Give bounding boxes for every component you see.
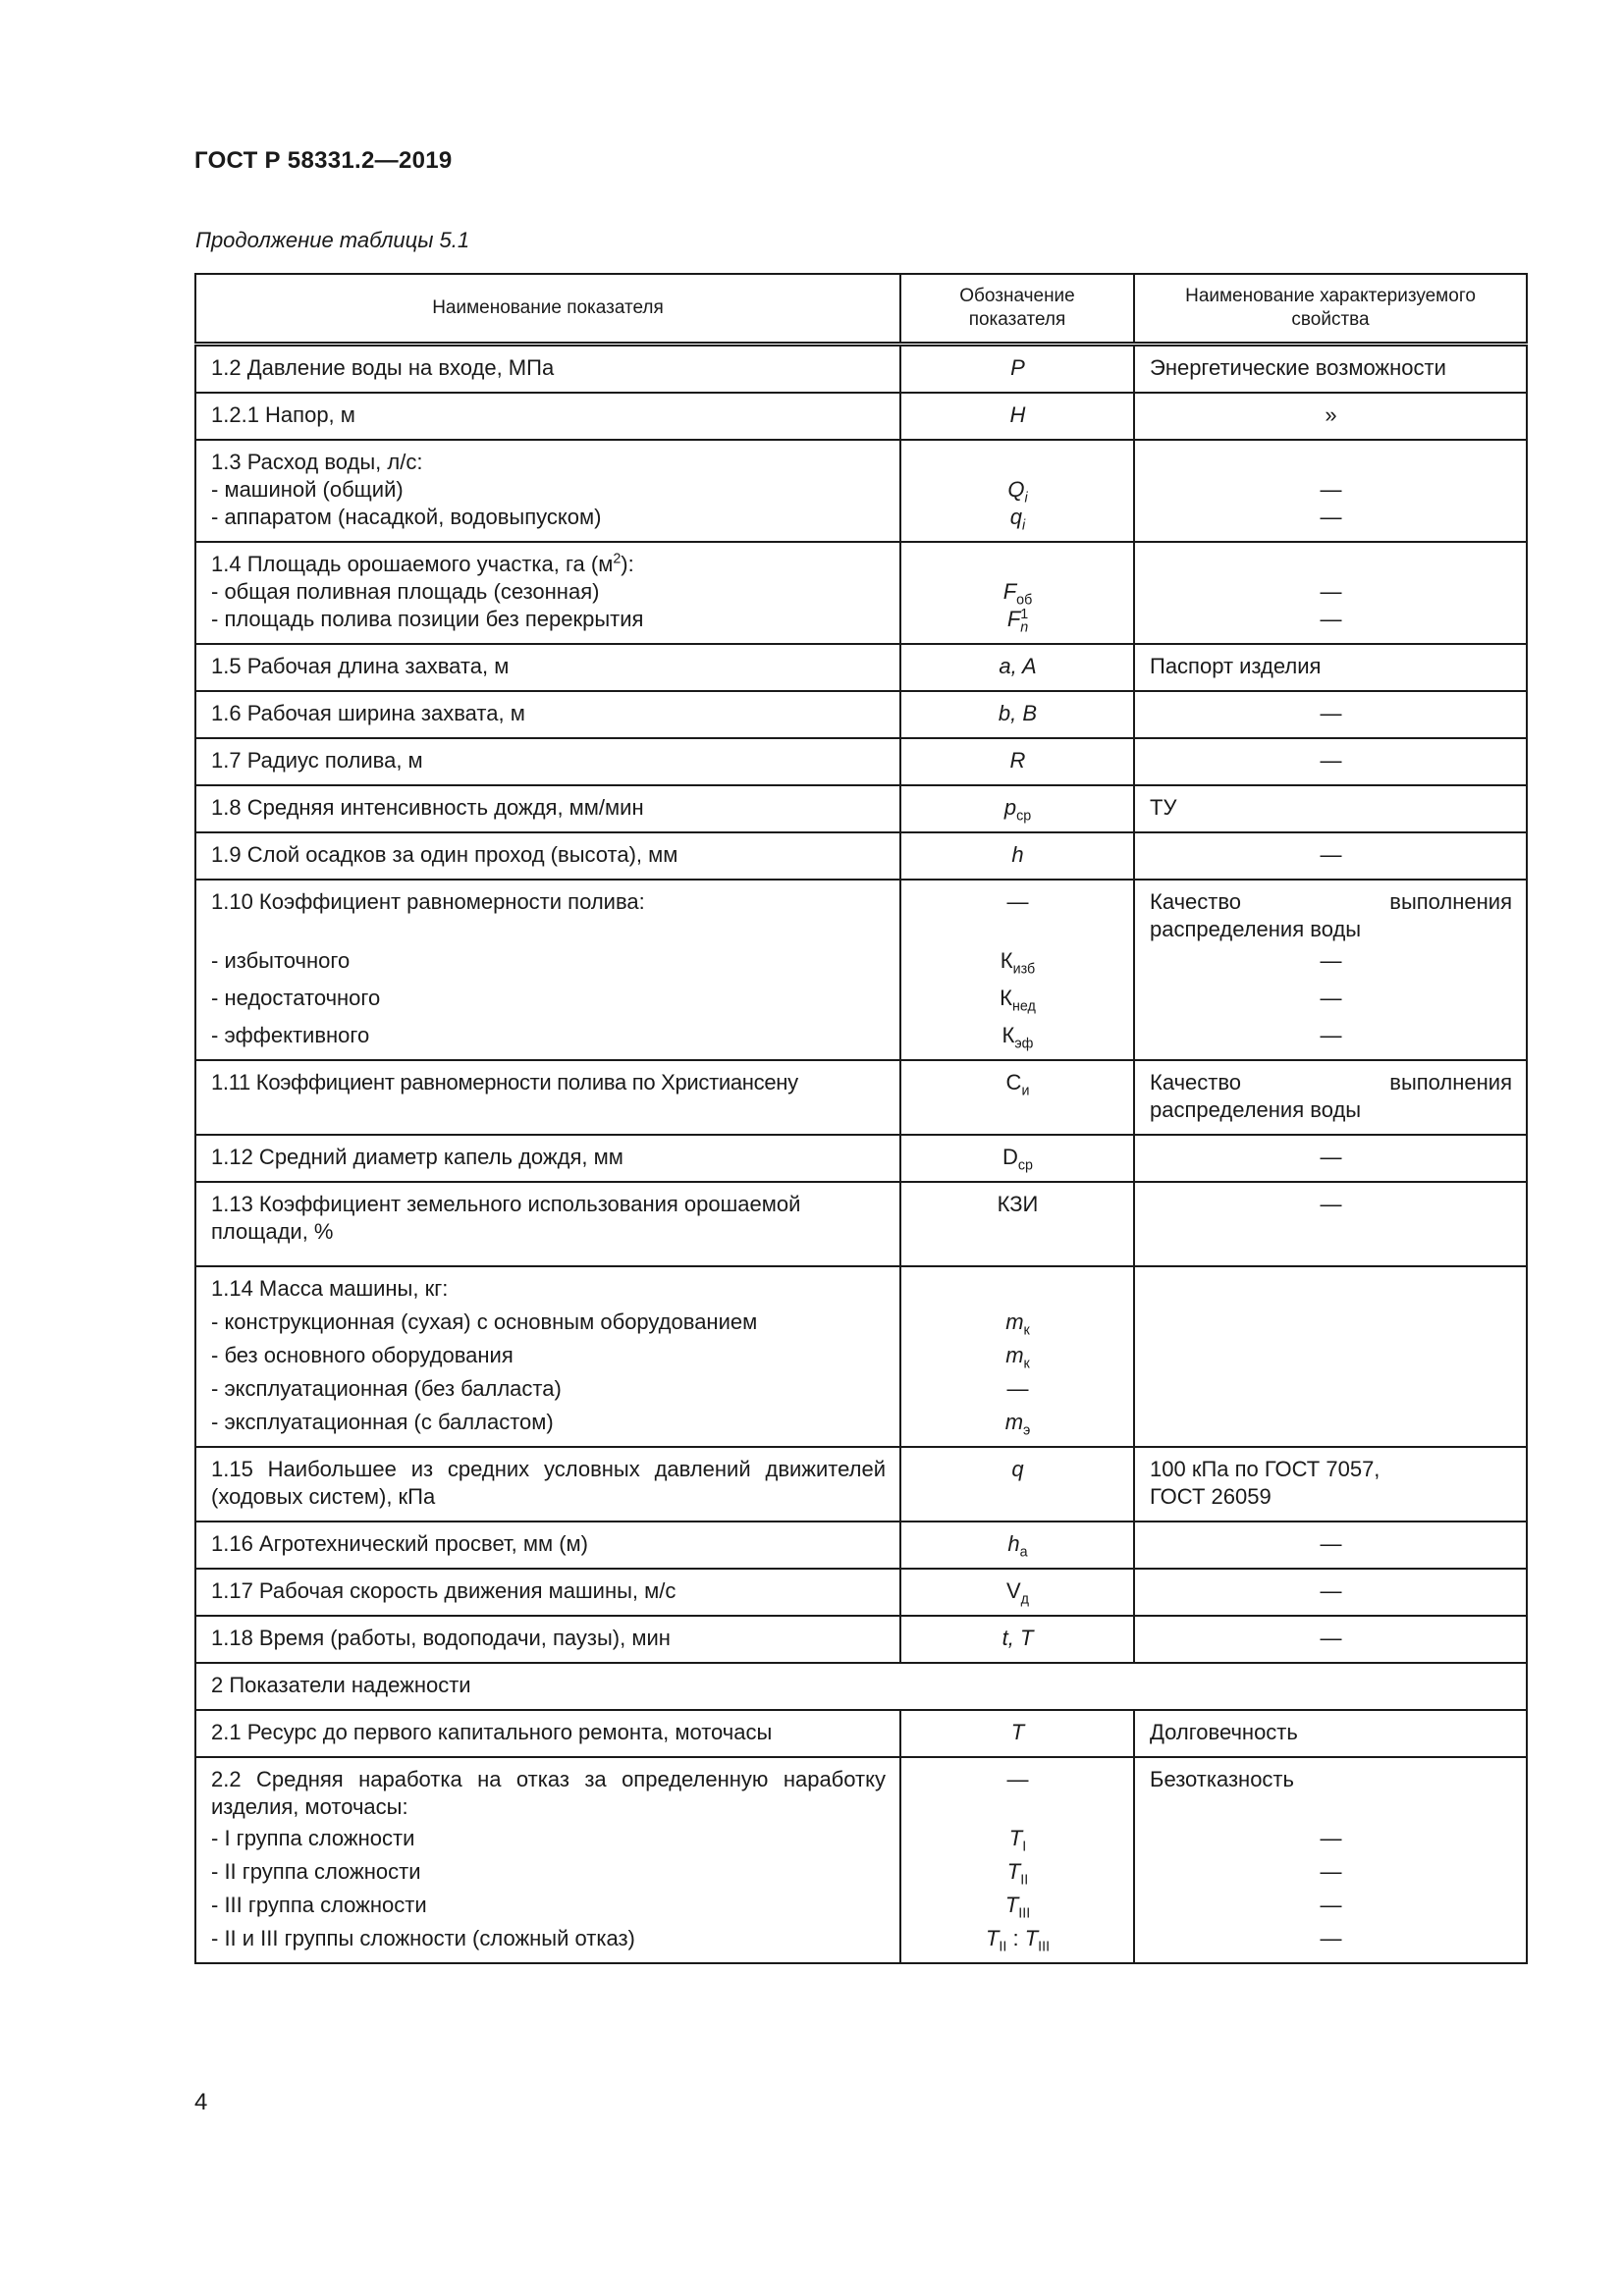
indicator-property: Безотказность — — — — [1134, 1757, 1527, 1963]
indicator-symbol: $F_{об}$ $F_n^1$ [900, 542, 1134, 644]
indicator-symbol: КЗИ [900, 1182, 1134, 1266]
indicator-name: 1.2 Давление воды на входе, МПа [195, 345, 900, 394]
indicator-name: 1.4 Площадь орошаемого участка, га $(м^2)$: - общая поливная площадь (сезонная) - площадь полива позиции без перекрытия [195, 542, 900, 644]
indicator-property: — [1134, 1522, 1527, 1569]
indicator-property: — [1134, 1616, 1527, 1663]
indicator-name: 1.11 Коэффициент равномерности полива по Христиансену [195, 1060, 900, 1135]
indicator-symbol: t, T [900, 1616, 1134, 1663]
indicator-property: — [1134, 738, 1527, 785]
indicator-property: 100 кПа по ГОСТ 7057, ГОСТ 26059 [1134, 1447, 1527, 1522]
table-row [195, 1569, 1527, 1616]
indicator-name: 1.9 Слой осадков за один проход (высота), мм [195, 832, 900, 880]
indicator-symbol: h [900, 832, 1134, 880]
indicator-symbol: a, A [900, 644, 1134, 691]
indicator-name: 2.2 Средняя наработка на отказ за определенную наработку изделия, моточасы: - I группа сложности - II группа сложности - III группа сложности - II и III группы сложности (сложный отказ) [195, 1757, 900, 1963]
indicator-name: 1.7 Радиус полива, м [195, 738, 900, 785]
indicator-name: 1.3 Расход воды, л/с: - машиной (общий) - аппаратом (насадкой, водовыпуском) [195, 440, 900, 542]
indicator-symbol: $C_и$ [900, 1060, 1134, 1135]
table-row [195, 1266, 1527, 1447]
indicator-property: Долговечность [1134, 1710, 1527, 1757]
table-row [195, 1757, 1527, 1963]
table-row [195, 542, 1527, 644]
table-row [195, 1710, 1527, 1757]
indicator-symbol: $D_{ср}$ [900, 1135, 1134, 1182]
table-row [195, 440, 1527, 542]
indicator-symbol: $Q_i$ $q_i$ [900, 440, 1134, 542]
indicator-symbol: $p_{ср}$ [900, 785, 1134, 832]
indicator-name: 1.16 Агротехнический просвет, мм (м) [195, 1522, 900, 1569]
indicator-property: Качество выполнения распределения воды — — — [1134, 880, 1527, 1060]
table-row [195, 1182, 1527, 1266]
table-row [195, 1447, 1527, 1522]
table-row [195, 832, 1527, 880]
document-code: ГОСТ Р 58331.2—2019 [194, 147, 453, 174]
indicator-name: 1.15 Наибольшее из средних условных давлений движителей (ходовых систем), кПа [195, 1447, 900, 1522]
indicator-symbol: H [900, 393, 1134, 440]
indicators-table [194, 273, 1528, 1964]
indicator-name: 1.2.1 Напор, м [195, 393, 900, 440]
indicator-property [1134, 1266, 1527, 1447]
table-row [195, 644, 1527, 691]
table-row [195, 1522, 1527, 1569]
indicator-symbol: P [900, 345, 1134, 394]
table-row [195, 1616, 1527, 1663]
indicator-name: 1.18 Время (работы, водоподачи, паузы), мин [195, 1616, 900, 1663]
indicator-property: — [1134, 1569, 1527, 1616]
indicator-symbol: — $К_{изб}$ $К_{нед}$ $К_{эф}$ [900, 880, 1134, 1060]
indicator-property: Энергетические возможности [1134, 345, 1527, 394]
indicator-name: 1.8 Средняя интенсивность дождя, мм/мин [195, 785, 900, 832]
indicator-property: — — [1134, 542, 1527, 644]
indicator-property: Качество выполнения распределения воды [1134, 1060, 1527, 1135]
indicator-symbol: q [900, 1447, 1134, 1522]
table-section-row [195, 1663, 1527, 1710]
indicator-name: 1.6 Рабочая ширина захвата, м [195, 691, 900, 738]
indicator-name: 1.13 Коэффициент земельного использования орошаемой площади, % [195, 1182, 900, 1266]
indicator-name: 1.5 Рабочая длина захвата, м [195, 644, 900, 691]
indicator-property: — [1134, 1182, 1527, 1266]
indicator-name: 1.10 Коэффициент равномерности полива: - избыточного - недостаточного - эффективного [195, 880, 900, 1060]
column-header-property: Наименование характеризуемого свойства [1134, 274, 1527, 345]
section-heading: 2 Показатели надежности [195, 1663, 1527, 1710]
table-continuation-caption: Продолжение таблицы 5.1 [195, 228, 470, 252]
indicator-property: » [1134, 393, 1527, 440]
table-row [195, 1135, 1527, 1182]
table-row [195, 345, 1527, 394]
indicator-symbol: — $T_I$ $T_{II}$ $T_{III}$ $T_{II}$ : $T_{III}$ [900, 1757, 1134, 1963]
indicator-name: 1.12 Средний диаметр капель дождя, мм [195, 1135, 900, 1182]
indicator-symbol: T [900, 1710, 1134, 1757]
column-header-symbol: Обозначение показателя [900, 274, 1134, 345]
table-row [195, 691, 1527, 738]
table-row [195, 785, 1527, 832]
table-row [195, 393, 1527, 440]
table-header-row [195, 274, 1527, 345]
indicator-name: 1.17 Рабочая скорость движения машины, м/с [195, 1569, 900, 1616]
indicator-symbol: b, B [900, 691, 1134, 738]
page-number: 4 [194, 2089, 208, 2115]
indicator-property: ТУ [1134, 785, 1527, 832]
indicator-symbol: R [900, 738, 1134, 785]
indicator-symbol: $m_к$ $m_к$ — $m_э$ [900, 1266, 1134, 1447]
indicator-symbol: $h_а$ [900, 1522, 1134, 1569]
indicator-name: 2.1 Ресурс до первого капитального ремонта, моточасы [195, 1710, 900, 1757]
indicator-property: — [1134, 691, 1527, 738]
indicator-property: Паспорт изделия [1134, 644, 1527, 691]
indicator-property: — — [1134, 440, 1527, 542]
table-row [195, 880, 1527, 1060]
table-row [195, 1060, 1527, 1135]
indicator-name: 1.14 Масса машины, кг: - конструкционная (сухая) с основным оборудованием - без основного оборудования - эксплуатационная (без балласта) - эксплуатационная (с балластом) [195, 1266, 900, 1447]
indicator-property: — [1134, 832, 1527, 880]
column-header-name: Наименование показателя [195, 274, 900, 345]
indicator-property: — [1134, 1135, 1527, 1182]
table-row [195, 738, 1527, 785]
indicator-symbol: $V_д$ [900, 1569, 1134, 1616]
